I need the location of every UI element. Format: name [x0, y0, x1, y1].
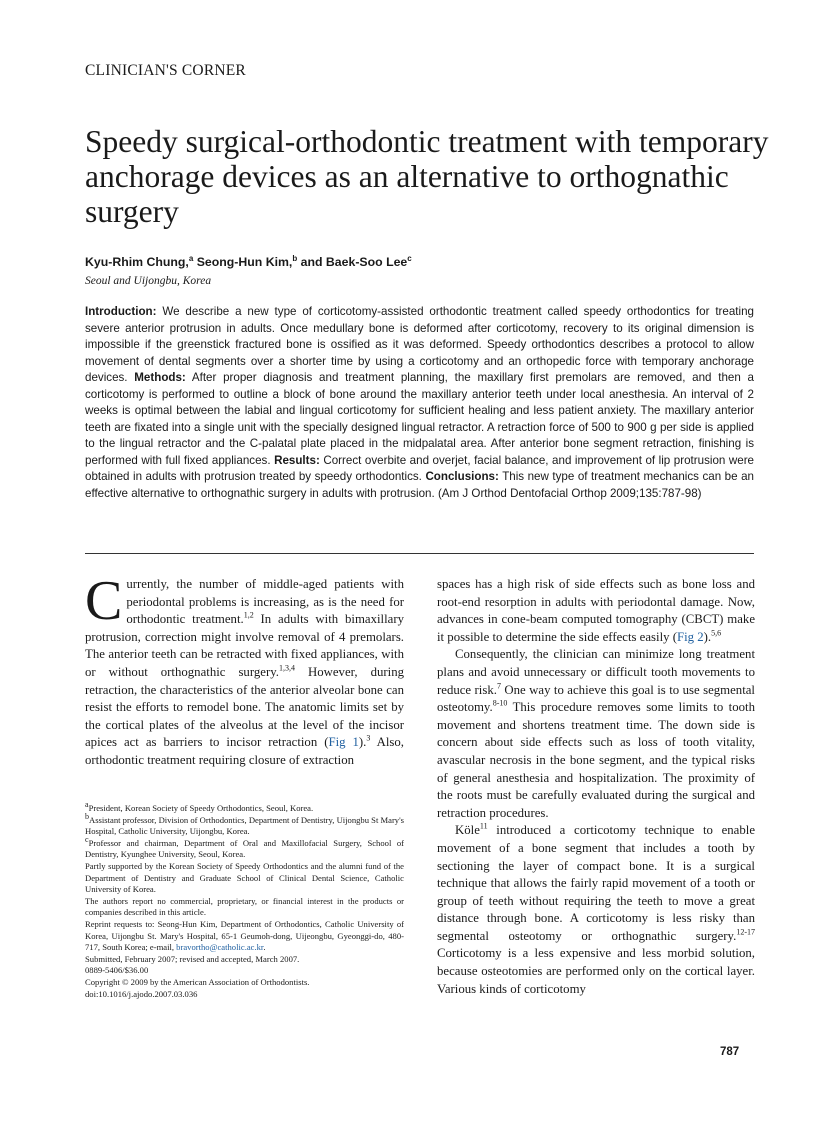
footnote	[85, 834, 404, 861]
body-column-right	[437, 576, 755, 998]
email-link[interactable]: bravortho@catholic.ac.kr	[176, 942, 264, 953]
footnote: Copyright © 2009 by the American Association of Orthodontists.	[85, 976, 310, 987]
body-text: Also, orthodontic treatment requiring closure of extraction	[85, 735, 404, 767]
article-title: Speedy surgical-orthodontic treatment with temporary anchorage devices as an alternative to orthognathic surgery	[85, 124, 769, 229]
body-paragraph	[85, 570, 404, 770]
footnote-text: Professor and chairman, Department of Oral and Maxillofacial Surgery, School of Dentistry, Kyunghee University, Seoul, Korea.	[85, 837, 404, 860]
footnote	[85, 919, 404, 954]
author-location: Seoul and Uijongbu, Korea	[85, 275, 212, 287]
body-text: In adults with bimaxillary protrusion, correction might involve removal of 4 premolars. The anterior teeth can be retracted with fixed appliances, with or without orthognathic surgery.	[85, 612, 404, 679]
body-paragraph	[437, 646, 755, 822]
drop-cap: C	[85, 570, 123, 632]
footnote-text: Reprint requests to: Seong-Hun Kim, Department of Orthodontics, Catholic University of Korea, Uijongbu St. Mary's Hospital, 65-1 Geumoh-dong, Uijeongbu, Gyeonggi-do, 480-717, South Korea; e-mail,	[85, 918, 404, 953]
footnote-mark: c	[85, 834, 89, 844]
footnote: 0889-5406/$36.00	[85, 965, 149, 976]
footnote: Submitted, February 2007; revised and accepted, March 2007.	[85, 953, 300, 964]
footnote: Partly supported by the Korean Society of Speedy Orthodontics and the alumni fund of the Department of Dentistry and Graduate School of Clinical Dental Science, Catholic University of Korea.	[85, 860, 404, 895]
citation[interactable]: 12-17	[736, 927, 755, 937]
affiliation-mark: a	[188, 253, 194, 263]
author-name: Kyu-Rhim Chung,	[85, 255, 189, 269]
abstract	[85, 304, 754, 502]
abstract-results-text: Correct overbite and overjet, facial balance, and improvement of lip protrusion were obtained in adults with protrusion treated by speedy orthodontics.	[85, 453, 754, 483]
body-text: urrently, the number of middle-aged patients with periodontal problems is increasing, as is the need for orthodontic treatment.	[126, 577, 404, 627]
body-text: ).	[703, 629, 712, 644]
body-text: This procedure removes some limits to tooth movement and shortens treatment time. The down side is concern about side effects such as loss of tooth vitality, avascular necrosis in the bone segment, and the typical risks of general anesthesia and hospitalization. The proximity of the roots must be carefully evaluated during the surgical and retraction procedures.	[437, 700, 755, 820]
footnote: The authors report no commercial, proprietary, or financial interest in the products or companies described in this article.	[85, 895, 404, 918]
body-text: spaces has a high risk of side effects such as bone loss and root-end resorption in adults with periodontal damage. Now, advances in cone-beam computed tomography (CBCT) make it possible to determine the side effects easily (	[437, 577, 755, 644]
page-number: 787	[720, 1046, 740, 1058]
footnote: doi:10.1016/j.ajodo.2007.03.036	[85, 988, 198, 999]
footnote	[85, 800, 404, 815]
body-paragraph	[437, 576, 755, 646]
affiliation-mark: b	[292, 253, 298, 263]
footnote	[85, 811, 405, 838]
abstract-methods-text: After proper diagnosis and treatment planning, the maxillary first premolars are removed, and then a corticotomy is performed to outline a block of bone around the maxillary anterior teeth under local anesthesia. An interval of 2 weeks is optimal between the labial and lingual corticotomy for sufficient healing and less patient anxiety. The maxillary anterior teeth are fixated into a single unit with the specially designed lingual retractor. A retraction force of 500 to 900 g per side is applied to the lingual retractor and the C-palatal plate placed in the midpalatal area. After anterior bone segment retraction, finishing is performed with full fixed appliances.	[85, 371, 754, 467]
citation[interactable]: 3	[366, 734, 371, 744]
body-text: ).	[358, 735, 367, 750]
body-text: introduced a corticotomy technique to enable movement of a bone segment that includes a tooth by sectioning the layer of compact bone. It is a surgical technique that allows the fairly rapid movement of a tooth or group of teeth without requiring the teeth to move a great distance through bone. A corticotomy is less risky than segmental osteotomy or orthognathic surgery.	[437, 823, 755, 943]
citation[interactable]: 1,3,4	[278, 663, 295, 673]
body-text: Köle	[455, 823, 480, 838]
author-list	[85, 255, 412, 269]
abstract-intro-text: We describe a new type of corticotomy-assisted orthodontic treatment called speedy orthodontics for treating severe anterior protrusion in adults. Once medullary bone is deformed after corticotomy, recovery to its original dimension is impossible if the greenstick fractured bone is ossified as it was deformed. Speedy orthodontics describes a protocol to allow movement of dental segments over a shorter time by using a corticotomy and an orthopedic force with temporary anchorage devices.	[85, 305, 754, 384]
body-paragraph	[437, 822, 755, 998]
body-text: However, during retraction, the characteristics of the anterior alveolar bone can resist the efforts to remodel bone. The anatomic limits set by the cortical plates of the alveolus at the level of the incisor apices act as barriers to incisor retraction (	[85, 664, 404, 750]
body-column-left	[85, 570, 404, 770]
citation[interactable]: 8-10	[492, 698, 508, 708]
author-name: and Baek-Soo Lee	[297, 255, 408, 269]
author-name: Seong-Hun Kim,	[193, 255, 293, 269]
abstract-intro-label: Introduction:	[85, 305, 157, 318]
citation[interactable]: 1,2	[243, 610, 254, 620]
footnote-text: Assistant professor, Division of Orthodontics, Department of Dentistry, Uijongbu St Mary's Hospital, Catholic University, Uijongbu, Korea.	[85, 814, 405, 837]
citation[interactable]: 7	[496, 681, 501, 691]
footnotes	[85, 800, 405, 1000]
citation[interactable]: 5,6	[711, 628, 722, 638]
affiliation-mark: c	[407, 253, 412, 263]
abstract-conclusions-text: This new type of treatment mechanics can be an effective alternative to orthognathic surgery in adults with protrusion. (Am J Orthod Dentofacial Orthop 2009;135:787-98)	[85, 470, 754, 500]
body-text: One way to achieve this goal is to use segmental osteotomy.	[437, 682, 755, 715]
footnote-text: .	[263, 942, 266, 953]
footnote-mark: a	[85, 800, 89, 810]
abstract-conclusions-label: Conclusions:	[425, 470, 499, 483]
body-text: Consequently, the clinician can minimize long treatment plans and avoid unnecessary or difficult tooth movements to reduce risk.	[437, 647, 755, 697]
body-text: Corticotomy is a less expensive and less morbid solution, because osteotomies are performed only on the cortical layer. Various kinds of corticotomy	[437, 946, 755, 996]
citation[interactable]: 11	[479, 822, 488, 832]
section-divider	[85, 553, 754, 554]
footnote-text: President, Korean Society of Speedy Orthodontics, Seoul, Korea.	[88, 803, 314, 813]
section-label: CLINICIAN'S CORNER	[85, 62, 246, 79]
abstract-results-label: Results:	[274, 453, 320, 467]
figure-link[interactable]: Fig 1	[328, 735, 359, 750]
abstract-methods-label: Methods:	[134, 371, 186, 384]
footnote-mark: b	[85, 811, 89, 821]
figure-link[interactable]: Fig 2	[677, 629, 704, 644]
